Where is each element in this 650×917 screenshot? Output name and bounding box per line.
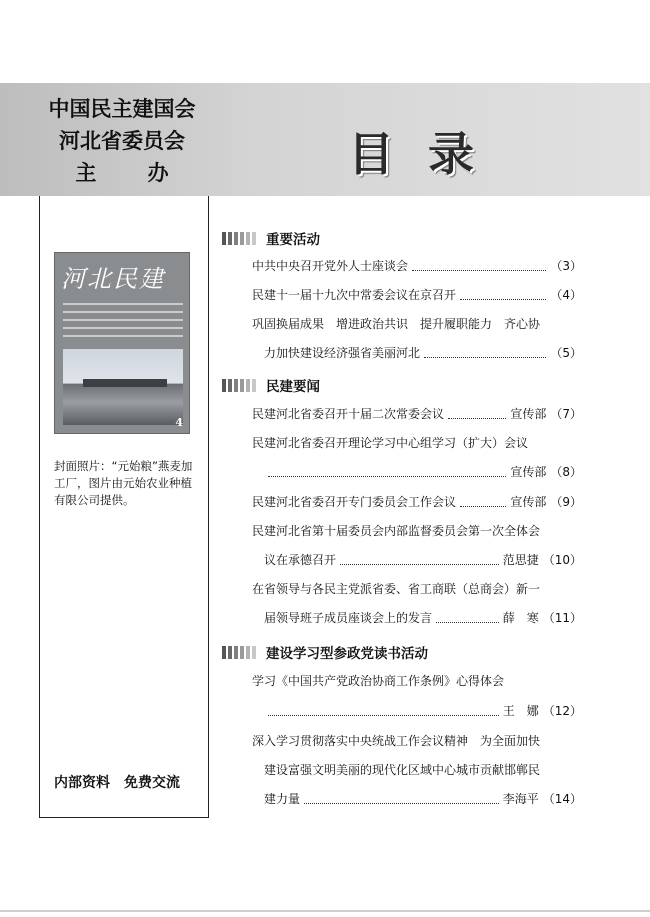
toc-entry[interactable] xyxy=(252,405,582,425)
cover-magazine-title: 河北民建 xyxy=(61,265,165,293)
toc-entry[interactable] xyxy=(252,732,582,752)
entry-title: 巩固换届成果 增进政治共识 提升履职能力 齐心协 xyxy=(252,317,541,331)
section-bars-icon xyxy=(222,379,256,392)
entry-title-continued: 届领导班子成员座谈会上的发言 xyxy=(264,611,433,625)
leader-dots xyxy=(340,564,499,565)
entry-title: 深入学习贯彻落实中央统战工作会议精神 为全面加快 xyxy=(252,734,541,748)
toc-entry[interactable] xyxy=(252,257,582,277)
leader-dots xyxy=(304,803,499,804)
section-title: 民建要闻 xyxy=(266,379,320,395)
section-bars-icon xyxy=(222,646,256,659)
cover-building-roof xyxy=(83,379,167,387)
cover-thumbnail xyxy=(54,252,190,434)
entry-page: （8） xyxy=(550,465,582,479)
entry-page: （12） xyxy=(542,704,582,718)
bottom-rule xyxy=(0,910,650,912)
section-header-news xyxy=(222,375,320,395)
entry-author: 宣传部 xyxy=(510,407,547,421)
entry-title: 在省领导与各民主党派省委、省工商联（总商会）新一 xyxy=(252,582,541,596)
section-bars-icon xyxy=(222,232,256,245)
toc-entry[interactable] xyxy=(252,434,582,454)
entry-author: 李海平 xyxy=(502,792,539,806)
toc-entry-continued[interactable] xyxy=(264,761,582,781)
toc-entry[interactable] xyxy=(252,580,582,600)
entry-title-continued: 建设富强文明美丽的现代化区域中心城市贡献邯郸民 xyxy=(264,763,541,777)
toc-entry-continued[interactable] xyxy=(264,344,582,364)
toc-title: 目录 xyxy=(348,127,508,181)
leader-dots xyxy=(424,357,546,358)
entry-title: 民建河北省委召开专门委员会工作会议 xyxy=(252,495,457,509)
publisher-line-1: 中国民主建国会 xyxy=(48,96,196,121)
toc-entry-continued[interactable] xyxy=(264,463,582,483)
leader-dots xyxy=(412,270,546,271)
toc-entry[interactable] xyxy=(252,493,582,513)
entry-author: 宣传部 xyxy=(510,495,547,509)
toc-entry-continued[interactable] xyxy=(264,790,582,810)
cover-photo xyxy=(63,349,183,425)
entry-page: （5） xyxy=(550,346,582,360)
entry-title-continued: 议在承德召开 xyxy=(264,553,337,567)
cover-issue-badge: 4 xyxy=(175,416,183,429)
toc-entry[interactable] xyxy=(252,522,582,542)
entry-title-continued: 建力量 xyxy=(264,792,301,806)
entry-author: 王 娜 xyxy=(502,704,539,718)
entry-page: （3） xyxy=(550,259,582,273)
section-header-important-activities xyxy=(222,228,320,248)
cover-caption: 封面照片：“元始粮”燕麦加工厂，图片由元始农业种植有限公司提供。 xyxy=(54,459,193,507)
section-title: 重要活动 xyxy=(266,232,320,248)
leader-dots xyxy=(436,622,499,623)
publisher-role: 主 办 xyxy=(75,160,191,185)
entry-page: （14） xyxy=(542,792,582,806)
cover-text-lines xyxy=(63,297,183,343)
entry-author: 范思捷 xyxy=(502,553,539,567)
toc-entry-continued[interactable] xyxy=(264,702,582,722)
entry-title: 民建河北省委召开理论学习中心组学习（扩大）会议 xyxy=(252,436,529,450)
entry-title: 民建河北省委召开十届二次常委会议 xyxy=(252,407,445,421)
entry-page: （7） xyxy=(550,407,582,421)
entry-title-continued: 力加快建设经济强省美丽河北 xyxy=(264,346,421,360)
entry-page: （11） xyxy=(542,611,582,625)
toc-entry-continued[interactable] xyxy=(264,551,582,571)
leader-dots xyxy=(268,715,499,716)
toc-entry[interactable] xyxy=(252,672,582,692)
entry-title: 民建河北省第十届委员会内部监督委员会第一次全体会 xyxy=(252,524,541,538)
entry-page: （10） xyxy=(542,553,582,567)
publisher-block xyxy=(24,93,220,189)
section-title: 建设学习型参政党读书活动 xyxy=(266,646,428,662)
section-header-reading-activity xyxy=(222,642,428,662)
internal-notice: 内部资料 免费交流 xyxy=(54,775,180,791)
leader-dots xyxy=(460,506,506,507)
toc-entry[interactable] xyxy=(252,286,582,306)
entry-page: （4） xyxy=(550,288,582,302)
leader-dots xyxy=(268,476,506,477)
entry-title: 民建十一届十九次中常委会议在京召开 xyxy=(252,288,457,302)
toc-entry[interactable] xyxy=(252,315,582,335)
entry-title: 中共中央召开党外人士座谈会 xyxy=(252,259,409,273)
toc-entry-continued[interactable] xyxy=(264,609,582,629)
leader-dots xyxy=(460,299,546,300)
publisher-line-2: 河北省委员会 xyxy=(59,128,185,153)
entry-author: 薛 寒 xyxy=(502,611,539,625)
entry-title: 学习《中国共产党政治协商工作条例》心得体会 xyxy=(252,674,505,688)
entry-page: （9） xyxy=(550,495,582,509)
entry-author: 宣传部 xyxy=(510,465,547,479)
leader-dots xyxy=(448,418,506,419)
